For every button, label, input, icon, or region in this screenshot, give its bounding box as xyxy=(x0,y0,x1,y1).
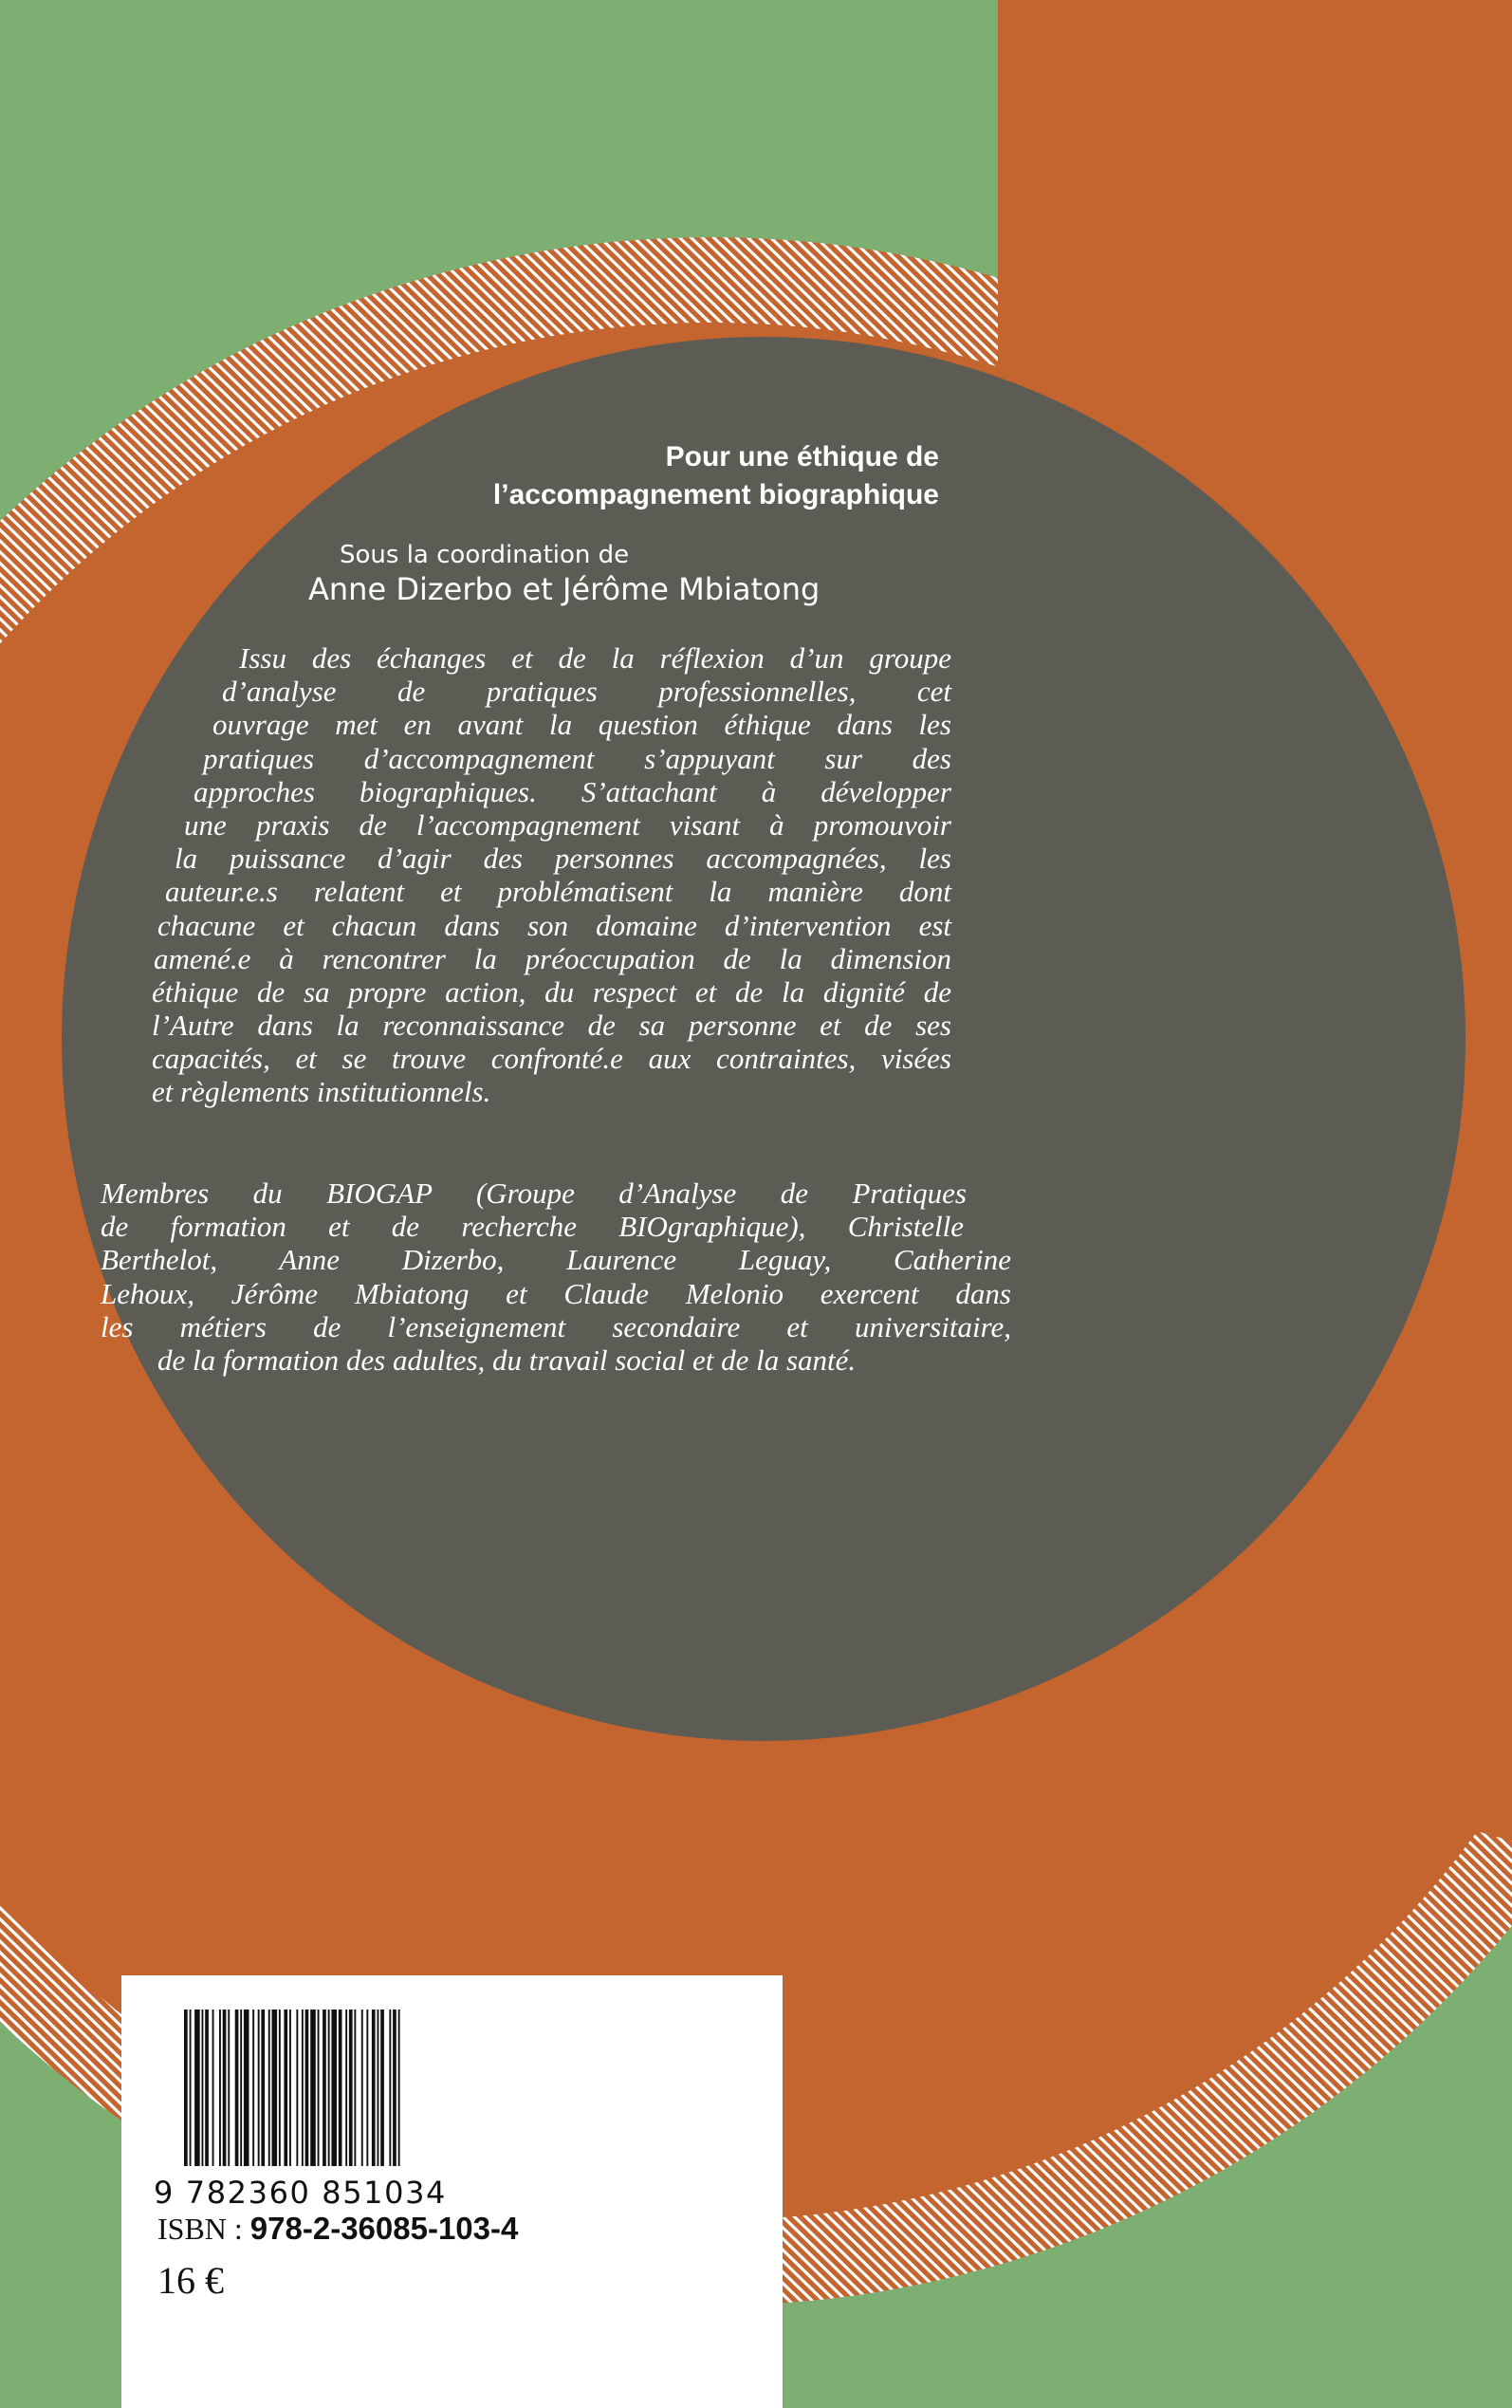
summary-line: la puissance d’agir des personnes accompagnées, les xyxy=(175,842,951,876)
summary-line: ouvrage met en avant la question éthique dans les xyxy=(212,708,951,742)
authors-line: de formation et de recherche BIOgraphique), Christelle xyxy=(101,1210,964,1244)
authors-line: de la formation des adultes, du travail social et de la santé. xyxy=(157,1343,857,1377)
summary-line: chacune et chacun dans son domaine d’intervention est xyxy=(157,908,951,942)
barcode xyxy=(180,2010,474,2171)
authors-line: Lehoux, Jérôme Mbiatong et Claude Melonio exercent dans xyxy=(101,1276,1011,1310)
summary-line: l’Autre dans la reconnaissance de sa personne et de ses xyxy=(152,1009,951,1043)
isbn-number: 978-2-36085-103-4 xyxy=(249,2211,519,2246)
summary-line: auteur.e.s relatent et problématisent la manière dont xyxy=(165,875,951,909)
summary-line: pratiques d’accompagnement s’appuyant sur des xyxy=(203,741,951,775)
isbn xyxy=(157,2211,518,2247)
authors-line: Membres du BIOGAP (Groupe d’Analyse de Pratiques xyxy=(101,1176,967,1210)
title-line-1: Pour une éthique de xyxy=(665,441,939,472)
summary-line: capacités, et se trouve confronté.e aux contraintes, visées xyxy=(152,1042,951,1076)
isbn-label: ISBN : xyxy=(157,2212,243,2246)
summary-line: amené.e à rencontrer la préoccupation de la dimension xyxy=(154,941,951,975)
authors-paragraph xyxy=(101,1176,1011,1377)
summary-line: Issu des échanges et de la réflexion d’un groupe xyxy=(239,641,951,675)
barcode-digits: 9 782360 851034 xyxy=(154,2175,448,2211)
title-line-2: l’accompagnement biographique xyxy=(492,479,939,510)
authors-line: les métiers de l’enseignement secondaire et universitaire, xyxy=(101,1309,1011,1343)
summary-line: une praxis de l’accompagnement visant à promouvoir xyxy=(184,807,951,842)
authors-line: Berthelot, Anne Dizerbo, Laurence Leguay, Catherine xyxy=(101,1243,1011,1277)
book-title xyxy=(323,438,939,514)
summary-line: éthique de sa propre action, du respect et de la dignité de xyxy=(152,974,951,1009)
coordinator-names: Anne Dizerbo et Jérôme Mbiatong xyxy=(308,571,821,607)
summary-paragraph xyxy=(152,641,951,1109)
summary-line: et règlements institutionnels. xyxy=(152,1075,491,1109)
summary-line: d’analyse de pratiques professionnelles, cet xyxy=(222,675,951,709)
price: 16 € xyxy=(157,2259,224,2302)
coordination-label: Sous la coordination de xyxy=(340,541,630,569)
summary-line: approches biographiques. S’attachant à développer xyxy=(194,774,951,808)
